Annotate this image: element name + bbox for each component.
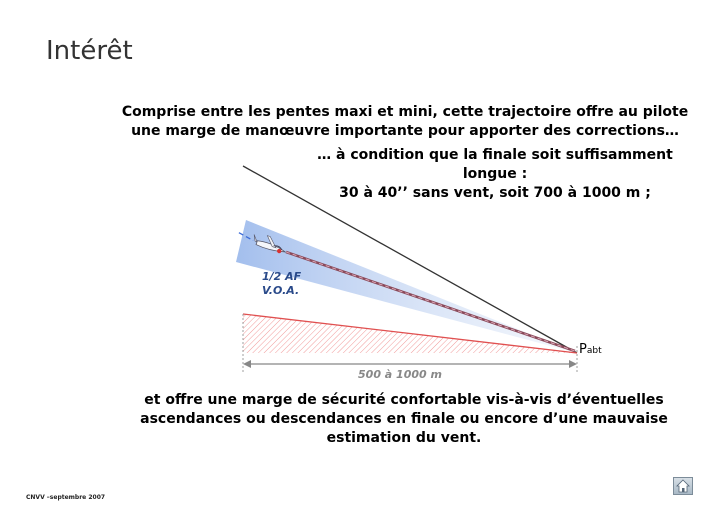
home-button[interactable]: [673, 477, 693, 495]
label-half-af: 1/2 AF: [262, 270, 302, 283]
home-icon: [676, 479, 690, 493]
condition-line-1: … à condition que la finale soit suffisamment longue :: [317, 147, 673, 182]
conclusion-paragraph: et offre une marge de sécurité confortable vis-à-vis d’éventuelles ascendances ou descendances en finale ou encore d’une mauvaise estimation du vent.: [140, 392, 668, 446]
page-title: Intérêt: [46, 36, 133, 66]
aiming-point-label: [579, 342, 602, 357]
distance-label: 500 à 1000 m: [358, 368, 442, 381]
distance-arrowhead-left: [243, 360, 251, 368]
aiming-point-subscript: abt: [586, 346, 602, 356]
intro-paragraph: Comprise entre les pentes maxi et mini, cette trajectoire offre au pilote une marge de manœuvre importante pour apporter des corrections…: [121, 104, 689, 139]
aiming-point-letter: P: [579, 342, 587, 357]
condition-line-2: 30 à 40’’ sans vent, soit 700 à 1000 m ;: [339, 185, 651, 201]
label-voa: V.O.A.: [262, 284, 300, 297]
footer-credit: CNVV –septembre 2007: [26, 494, 106, 501]
distance-arrowhead-right: [569, 360, 577, 368]
